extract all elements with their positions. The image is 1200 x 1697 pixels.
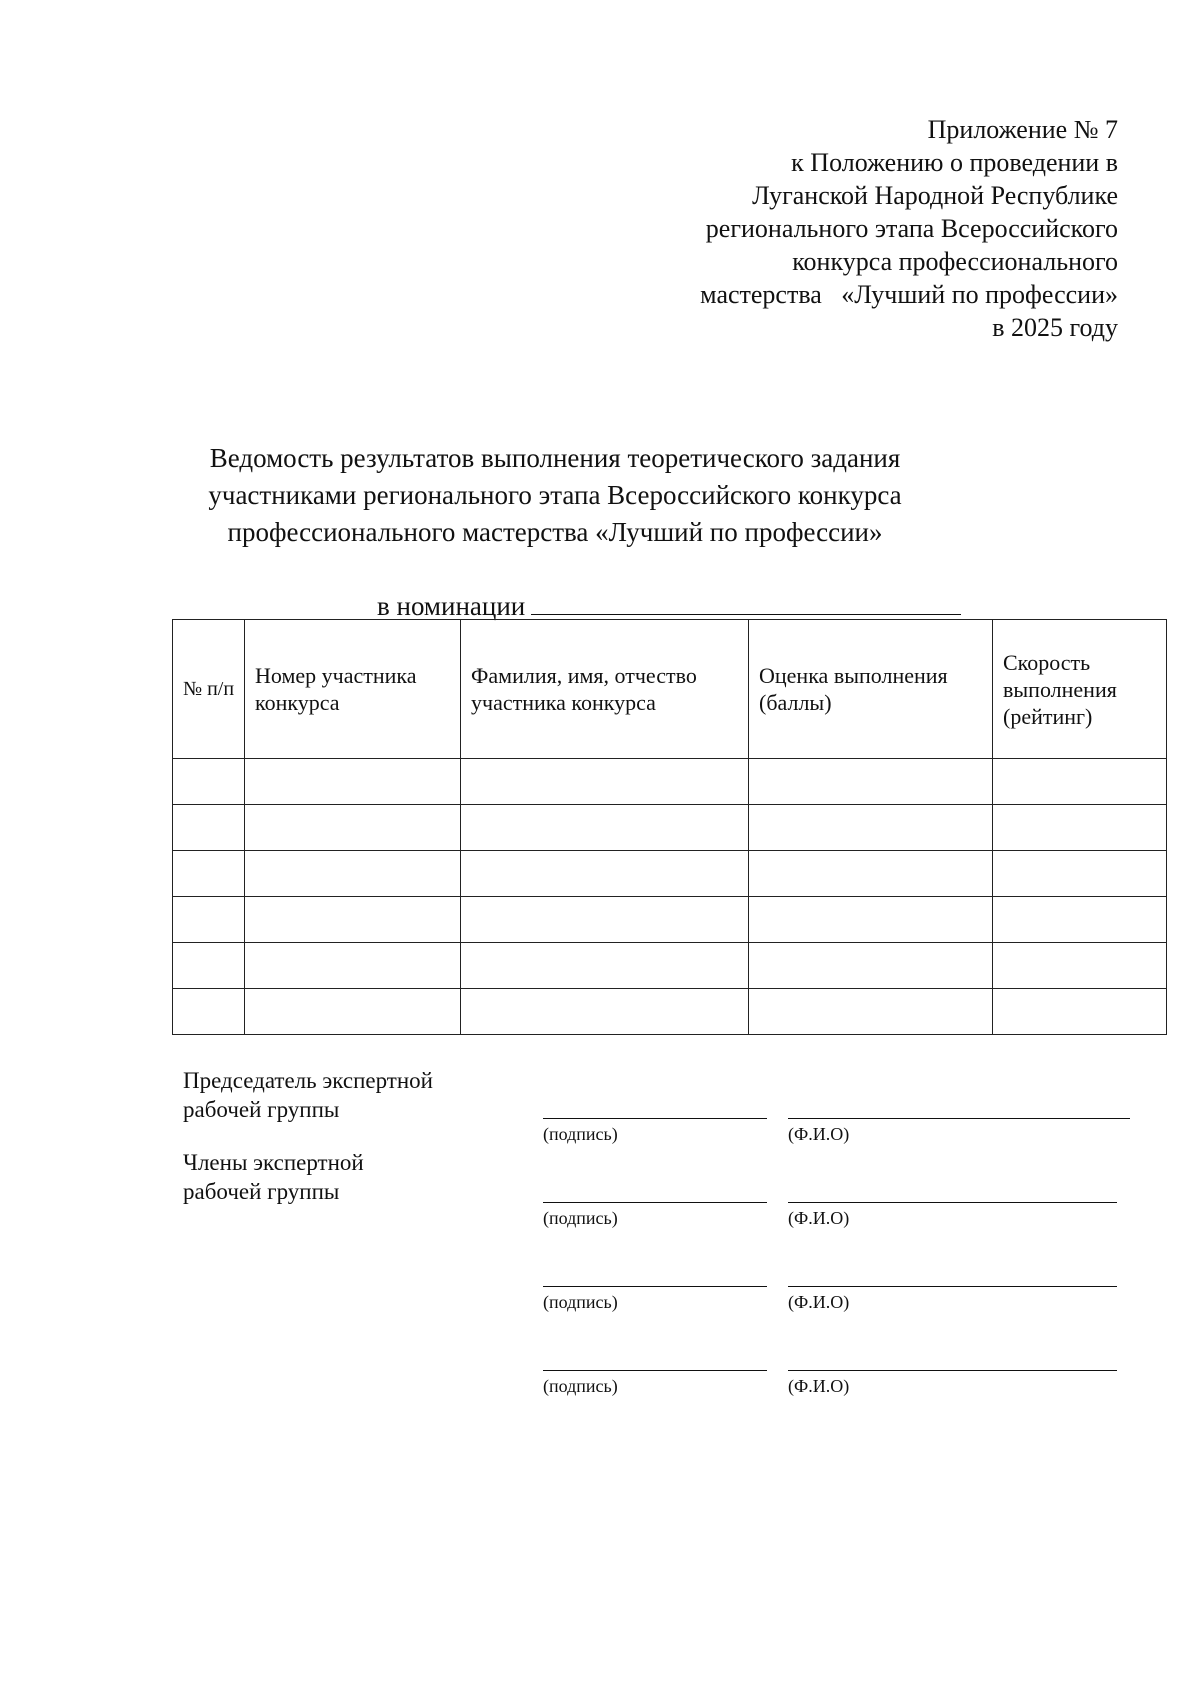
title-line: профессионального мастерства «Лучший по профессии» — [227, 517, 883, 547]
table-cell[interactable] — [749, 759, 993, 805]
nomination-label: в номинации — [377, 591, 526, 621]
table-cell[interactable] — [245, 943, 461, 989]
appendix-line: к Положению о проведении в — [791, 148, 1118, 177]
appendix-line: в 2025 году — [992, 313, 1118, 342]
table-cell[interactable] — [173, 897, 245, 943]
appendix-line: конкурса профессионального — [792, 247, 1118, 276]
table-cell[interactable] — [461, 897, 749, 943]
table-cell[interactable] — [749, 943, 993, 989]
table-cell[interactable] — [993, 805, 1167, 851]
table-cell[interactable] — [993, 897, 1167, 943]
table-cell[interactable] — [245, 805, 461, 851]
appendix-line: Луганской Народной Республике — [752, 181, 1118, 210]
table-cell[interactable] — [173, 851, 245, 897]
table-cell[interactable] — [461, 989, 749, 1035]
table-cell[interactable] — [173, 943, 245, 989]
title-line: участниками регионального этапа Всероссийского конкурса — [208, 480, 902, 510]
header-number: № п/п — [173, 620, 245, 759]
header-score: Оценка выполнения (баллы) — [749, 620, 993, 759]
header-full-name: Фамилия, имя, отчество участника конкурса — [461, 620, 749, 759]
title-line: Ведомость результатов выполнения теоретического задания — [209, 443, 901, 473]
table-header-row — [173, 620, 1167, 759]
header-speed: Скорость выполнения (рейтинг) — [993, 620, 1167, 759]
table-row — [173, 851, 1167, 897]
name-caption: (Ф.И.О) — [788, 1208, 850, 1228]
member-signature-line[interactable] — [543, 1286, 767, 1287]
member-signature-line[interactable] — [543, 1202, 767, 1203]
appendix-line: Приложение № 7 — [927, 115, 1118, 144]
signature-caption: (подпись) — [543, 1292, 618, 1312]
member-name-line[interactable] — [788, 1370, 1117, 1371]
chairman-name-line[interactable] — [788, 1118, 1130, 1119]
table-cell[interactable] — [173, 989, 245, 1035]
appendix-header — [558, 113, 1118, 344]
table-row — [173, 943, 1167, 989]
signature-caption: (подпись) — [543, 1124, 618, 1144]
nomination-blank-field[interactable] — [531, 588, 961, 615]
name-caption: (Ф.И.О) — [788, 1292, 850, 1312]
table-cell[interactable] — [461, 759, 749, 805]
table-cell[interactable] — [173, 759, 245, 805]
table-cell[interactable] — [245, 759, 461, 805]
table-cell[interactable] — [461, 851, 749, 897]
member-name-line[interactable] — [788, 1202, 1117, 1203]
table-row — [173, 989, 1167, 1035]
name-caption: (Ф.И.О) — [788, 1376, 850, 1396]
table-cell[interactable] — [993, 943, 1167, 989]
appendix-line: регионального этапа Всероссийского — [705, 214, 1118, 243]
table-cell[interactable] — [245, 989, 461, 1035]
table-cell[interactable] — [461, 943, 749, 989]
member-name-line[interactable] — [788, 1286, 1117, 1287]
member-signature-line[interactable] — [543, 1370, 767, 1371]
table-row — [173, 759, 1167, 805]
members-label: Члены экспертной рабочей группы — [183, 1150, 364, 1204]
table-cell[interactable] — [749, 851, 993, 897]
table-cell[interactable] — [749, 805, 993, 851]
results-table — [172, 619, 1167, 1035]
table-cell[interactable] — [173, 805, 245, 851]
table-cell[interactable] — [993, 851, 1167, 897]
header-participant-number: Номер участника конкурса — [245, 620, 461, 759]
table-cell[interactable] — [245, 851, 461, 897]
table-cell[interactable] — [749, 897, 993, 943]
name-caption: (Ф.И.О) — [788, 1124, 850, 1144]
table-cell[interactable] — [993, 989, 1167, 1035]
table-cell[interactable] — [749, 989, 993, 1035]
appendix-line: мастерства «Лучший по профессии» — [700, 280, 1118, 309]
chairman-label: Председатель экспертной рабочей группы — [183, 1068, 433, 1122]
table-row — [173, 897, 1167, 943]
signature-caption: (подпись) — [543, 1376, 618, 1396]
table-row — [173, 805, 1167, 851]
chairman-signature-line[interactable] — [543, 1118, 767, 1119]
signature-caption: (подпись) — [543, 1208, 618, 1228]
table-cell[interactable] — [461, 805, 749, 851]
table-cell[interactable] — [245, 897, 461, 943]
table-cell[interactable] — [993, 759, 1167, 805]
